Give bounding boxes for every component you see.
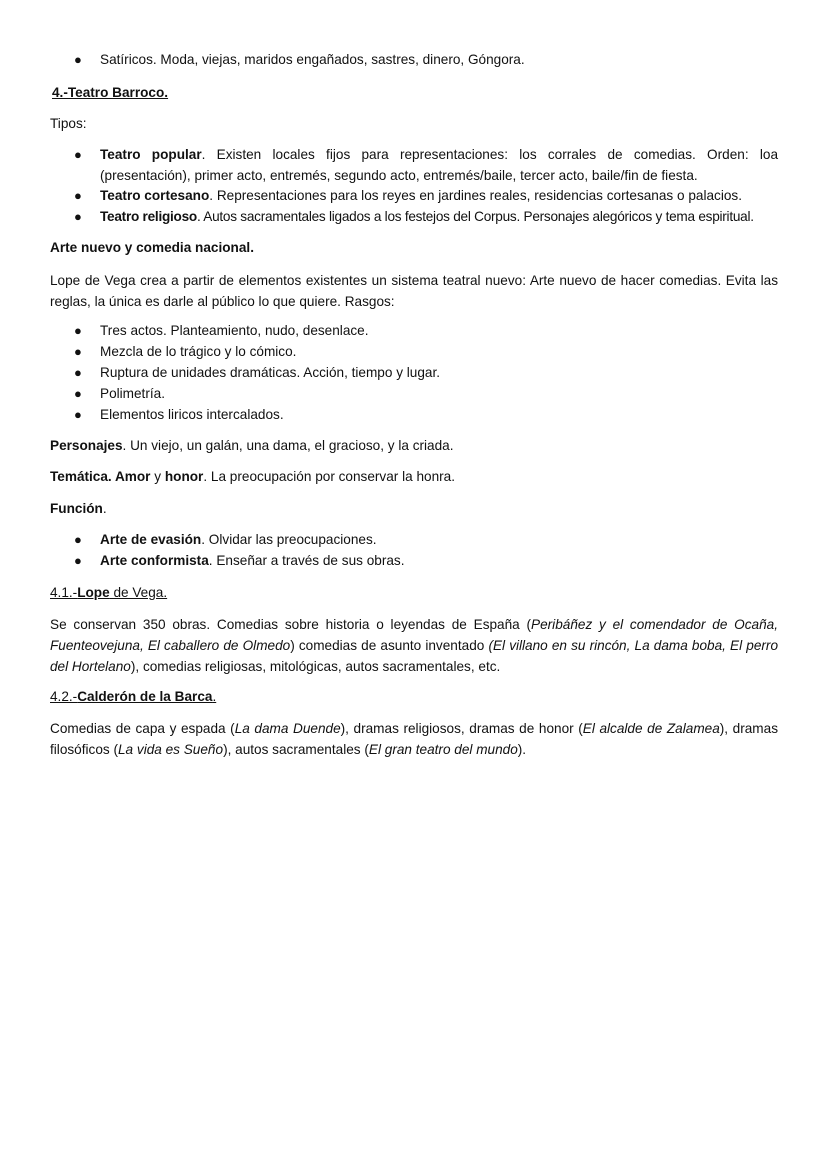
list-item-text: Arte conformista. Enseñar a través de sus obras. <box>100 553 405 568</box>
list-item-text: Ruptura de unidades dramáticas. Acción, tiempo y lugar. <box>100 365 441 380</box>
paragraph: Lope de Vega crea a partir de elementos existentes un sistema teatral nuevo: Arte nuevo de hacer comedias. Evita las reglas, la única es darle al público lo que quiere. Rasgos: <box>50 273 778 309</box>
bullet-icon: ● <box>74 344 82 359</box>
list-item-text: Arte de evasión. Olvidar las preocupaciones. <box>100 532 377 547</box>
bullet-icon: ● <box>74 323 82 338</box>
list-item-text: Teatro religioso. Autos sacramentales ligados a los festejos del Corpus. Personajes alegóricos y tema espiritual. <box>100 209 754 224</box>
list-item-text: Teatro popular. Existen locales fijos para representaciones: los corrales de comedias. Orden: loa (presentación), primer acto, entremés, segundo acto, entremés/baile, tercer acto, baile/fin de fiesta. <box>100 147 779 183</box>
bullet-icon: ● <box>74 188 82 203</box>
paragraph: Se conservan 350 obras. Comedias sobre historia o leyendas de España (Peribáñez y el comendador de Ocaña, Fuenteovejuna, El caballero de Olmedo) comedias de asunto inventado (El villano en su rincón, La dama boba, El perro del Hortelano), comedias religiosas, mitológicas, autos sacramentales, etc. <box>50 617 779 674</box>
list-item-text: Elementos liricos intercalados. <box>100 407 284 422</box>
personajes-paragraph: Personajes. Un viejo, un galán, una dama, el gracioso, y la criada. <box>50 438 454 453</box>
subsection-title: Arte nuevo y comedia nacional. <box>50 240 254 255</box>
funcion-paragraph: Función. <box>50 501 107 516</box>
list-item-text: Satíricos. Moda, viejas, maridos engañados, sastres, dinero, Góngora. <box>100 52 525 67</box>
tematica-paragraph: Temática. Amor y honor. La preocupación por conservar la honra. <box>50 469 455 484</box>
section-title: 4.-Teatro Barroco. <box>52 85 169 100</box>
bullet-icon: ● <box>74 532 82 547</box>
list-item-text: Mezcla de lo trágico y lo cómico. <box>100 344 297 359</box>
bullet-icon: ● <box>74 147 82 162</box>
bullet-icon: ● <box>74 52 82 67</box>
list-item-text: Tres actos. Planteamiento, nudo, desenlace. <box>100 323 369 338</box>
list-item-text: Polimetría. <box>100 386 165 401</box>
bullet-icon: ● <box>74 386 82 401</box>
list-item-text: Teatro cortesano. Representaciones para los reyes en jardines reales, residencias cortesanas o palacios. <box>100 188 742 203</box>
tipos-label: Tipos: <box>50 116 87 131</box>
bullet-icon: ● <box>74 407 82 422</box>
section-title: 4.1.-Lope de Vega. <box>50 585 168 600</box>
bullet-icon: ● <box>74 365 82 380</box>
bullet-icon: ● <box>74 553 82 568</box>
bullet-icon: ● <box>74 209 82 224</box>
section-title: 4.2.-Calderón de la Barca. <box>50 689 217 704</box>
paragraph: Comedias de capa y espada (La dama Duende), dramas religiosos, dramas de honor (El alcalde de Zalamea), dramas filosóficos (La vida es Sueño), autos sacramentales (El gran teatro del mundo). <box>50 721 778 757</box>
